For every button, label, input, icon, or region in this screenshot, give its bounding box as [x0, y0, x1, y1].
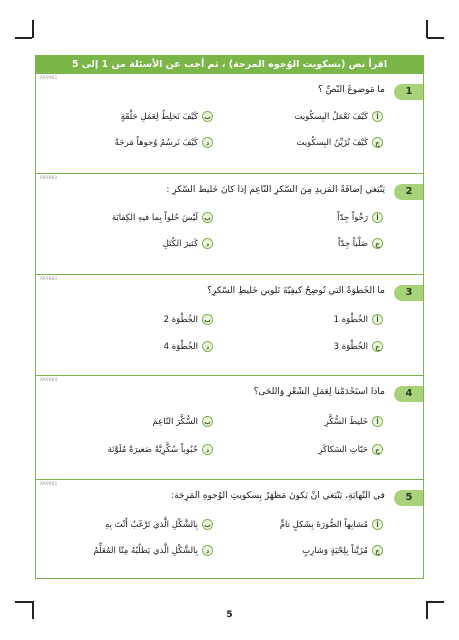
item-code: AR9905 — [40, 482, 58, 487]
crop-mark-tr-h — [427, 37, 444, 39]
option-text: خَليطَ السُّكَّرِ — [324, 416, 368, 427]
option-text: السُّكَّرَ النّاعِمَ — [152, 416, 198, 427]
crop-mark-tl-h — [15, 37, 32, 39]
item-code: AR9904 — [40, 378, 58, 383]
question-3 — [36, 275, 423, 376]
option-text: كَثيرَ الكُتَلِ — [162, 238, 198, 249]
crop-mark-tl-v — [32, 20, 34, 38]
option-marker: ج — [372, 341, 383, 352]
option-text: كَيْفَ نَرسُمُ وُجوهاً مَرحَةً — [114, 137, 198, 148]
option-b[interactable] — [105, 519, 213, 530]
option-a[interactable] — [337, 212, 383, 223]
option-marker: د — [202, 444, 213, 455]
question-text: في النِّهايَةِ، يَنْبَغي أَنْ يَكونَ مَظْهَرُ بِسكُويتِ الوُجوهِ المَرِحَة: — [171, 491, 385, 501]
option-marker: ب — [202, 314, 213, 325]
option-text: مُزَيَّناً بِلِحْيَةٍ وَشارِبٍ — [302, 545, 368, 556]
question-1 — [36, 74, 423, 174]
option-marker: ب — [202, 212, 213, 223]
option-c[interactable] — [338, 238, 383, 249]
item-code: AR9902 — [40, 176, 58, 181]
option-text: مُشابِهاً الصُّورَةَ بِشَكلٍ تامٍّ — [279, 519, 368, 530]
option-b[interactable] — [112, 212, 213, 223]
option-text: كَيْفَ نَعْمَلُ البِسكُويت — [294, 111, 368, 122]
option-text: الخُطْوَة 3 — [333, 341, 368, 352]
question-5 — [36, 480, 423, 578]
option-d[interactable] — [93, 545, 213, 556]
question-number: 1 — [394, 84, 423, 100]
option-text: الخُطْوَة 2 — [163, 314, 198, 325]
option-marker: أ — [372, 212, 383, 223]
option-marker: ب — [202, 519, 213, 530]
option-text: رَخْواً جِدّاً — [337, 212, 368, 223]
crop-mark-br-h — [427, 601, 444, 603]
item-code: AR9903 — [40, 277, 58, 282]
option-marker: ب — [202, 111, 213, 122]
option-text: لَيْسَ حُلواً بِما فيهِ الكِفايَة — [111, 212, 198, 223]
option-text: بِالشَّكْلِ الَّذي يَطلُبُهُ مِنّا المُعَلِّمُ — [93, 545, 198, 556]
question-text: ما مَوضوعُ النَّصِّ ؟ — [317, 85, 385, 95]
question-text: يَنْبَغي إضافَةُ المَزيدِ مِنَ السُّكَّرِ النّاعِمِ إذا كانَ خَليطُ السُّكَّرِ : — [166, 185, 385, 195]
option-marker: ج — [372, 137, 383, 148]
option-marker: ب — [202, 416, 213, 427]
option-marker: د — [202, 545, 213, 556]
option-marker: أ — [372, 519, 383, 530]
option-text: حُبُوباً سُكَّرِيَّةً صَغيرَةً مُلَوَّنَة — [107, 444, 198, 455]
crop-mark-tr-v — [426, 20, 428, 38]
item-code: AR9901 — [40, 76, 58, 81]
crop-mark-bl-h — [15, 601, 32, 603]
option-text: الخُطْوَة 1 — [333, 314, 368, 325]
question-number: 5 — [394, 490, 423, 506]
option-c[interactable] — [334, 341, 383, 352]
option-marker: د — [202, 137, 213, 148]
option-marker: ج — [372, 545, 383, 556]
option-text: كَيْفَ نُزَيِّنُ البِسكُويت — [296, 137, 368, 148]
option-text: بِالشَّكْلِ الَّذي تَرْغَبُ أَنْتَ بِهِ — [105, 519, 198, 530]
question-text: ما الخُطْوَةُ الَّتي تُوضِحُ كَيفِيَّةَ تَلوينِ خَليطِ السُّكَّرِ؟ — [207, 286, 385, 296]
option-b[interactable] — [121, 111, 213, 122]
question-2 — [36, 174, 423, 275]
option-marker: د — [202, 341, 213, 352]
option-text: كَيْفَ نَخلِطُ لِعَمَلِ حَلْقَةٍ — [120, 111, 198, 122]
option-d[interactable] — [164, 341, 213, 352]
option-c[interactable] — [302, 545, 383, 556]
option-a[interactable] — [334, 314, 383, 325]
question-text: ماذا استَخْدَمْنا لِعَمَلِ الشَّعْرِ وَاللِّحَى؟ — [253, 387, 385, 397]
option-b[interactable] — [153, 416, 213, 427]
option-b[interactable] — [164, 314, 213, 325]
option-marker: ج — [372, 444, 383, 455]
instruction-header: اقرأ نص (بسكويت الوُجوه المرحة) ، ثم أجب عن الأسئلة من 1 إلى 5 — [36, 56, 423, 74]
option-a[interactable] — [280, 519, 383, 530]
option-d[interactable] — [115, 137, 213, 148]
question-number: 2 — [394, 184, 423, 200]
option-text: صَلْباً جِدّاً — [338, 238, 368, 249]
option-marker: د — [202, 238, 213, 249]
option-text: الخُطْوَة 4 — [163, 341, 198, 352]
option-a[interactable] — [294, 111, 383, 122]
option-text: حَبّاتِ السَكاكَرِ — [318, 444, 368, 455]
option-c[interactable] — [296, 137, 383, 148]
page-number: 5 — [226, 610, 233, 620]
option-marker: أ — [372, 314, 383, 325]
option-marker: أ — [372, 416, 383, 427]
question-4 — [36, 376, 423, 480]
option-d[interactable] — [108, 444, 213, 455]
option-a[interactable] — [325, 416, 383, 427]
question-number: 3 — [394, 285, 423, 301]
question-number: 4 — [394, 386, 423, 402]
option-marker: أ — [372, 111, 383, 122]
option-d[interactable] — [163, 238, 213, 249]
option-marker: ج — [372, 238, 383, 249]
option-c[interactable] — [318, 444, 383, 455]
question-frame — [35, 55, 424, 579]
